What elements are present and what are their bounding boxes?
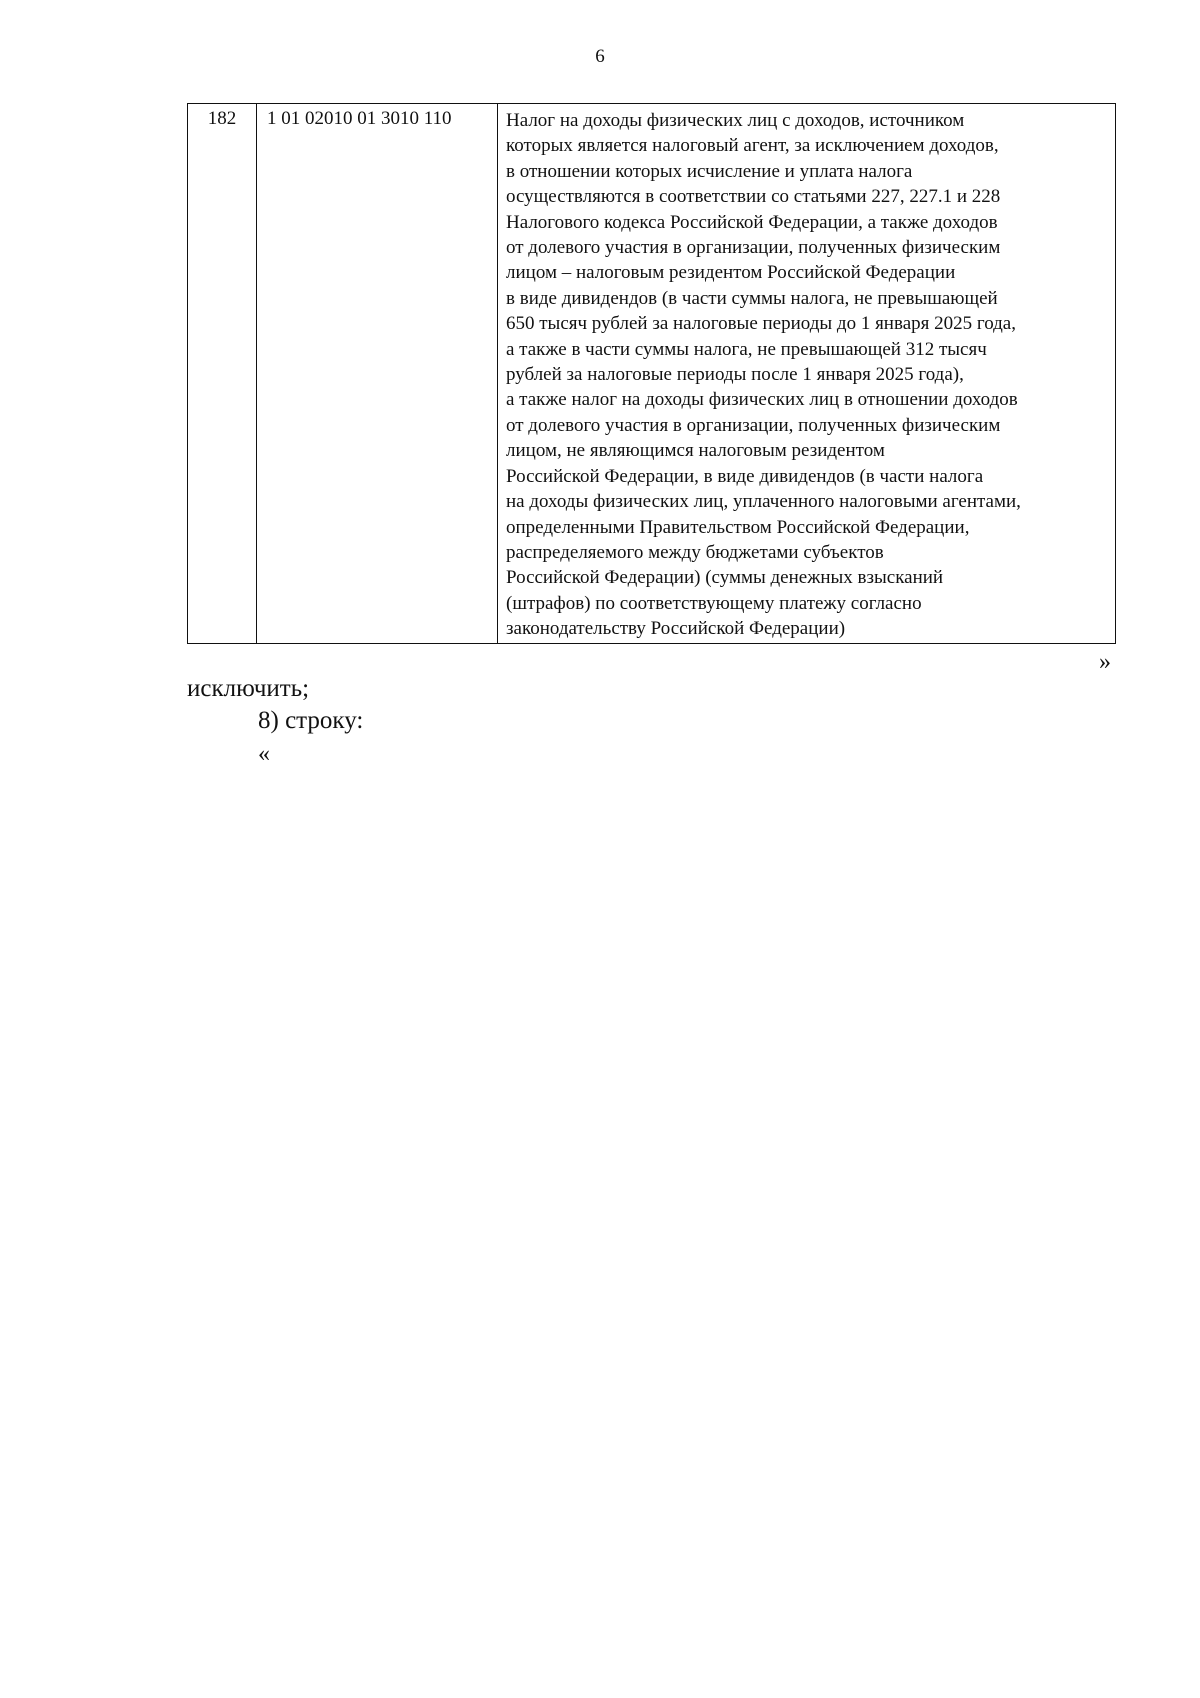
description-line: лицом, не являющимся налоговым резидентом [506,440,885,462]
page-number: 6 [595,46,605,67]
description-line: рублей за налоговые периоды после 1 января 2025 года), [506,364,964,386]
description-line: распределяемого между бюджетами субъектов [506,541,884,563]
description-line: Российской Федерации, в виде дивидендов (в части налога [506,465,984,487]
description-line: на доходы физических лиц, уплаченного налоговыми агентами, [506,491,1021,513]
description-line: от долевого участия в организации, полученных физическим [506,414,1001,436]
admin-code-cell: 182 [207,108,237,129]
description-line: 650 тысяч рублей за налоговые периоды до 1 января 2025 года, [506,313,1016,335]
description-line: осуществляются в соответствии со статьями 227, 227.1 и 228 [506,186,1001,208]
kbk-column [257,104,498,643]
description-line: Налог на доходы физических лиц с доходов, источником [506,110,965,131]
description-line: в виде дивидендов (в части суммы налога, не превышающей [506,287,998,309]
item-8-heading: 8) строку: [258,707,364,734]
description-line: а также налог на доходы физических лиц в отношении доходов [506,389,1018,411]
closing-quote: » [1099,649,1111,675]
description-line: в отношении которых исчисление и уплата налога [506,160,913,182]
description-line: от долевого участия в организации, полученных физическим [506,237,1001,259]
description-line: Налогового кодекса Российской Федерации, а также доходов [506,211,998,233]
description-line: которых является налоговый агент, за исключением доходов, [506,135,999,157]
description-line: лицом – налоговым резидентом Российской Федерации [506,262,956,284]
description-line: Российской Федерации) (суммы денежных взысканий [506,567,944,589]
exclude-instruction: исключить; [187,675,310,702]
description-line: законодательству Российской Федерации) [506,618,846,640]
description-cell [506,108,1111,642]
description-line: а также в части суммы налога, не превышающей 312 тысяч [506,338,987,360]
description-line: определенными Правительством Российской Федерации, [506,516,970,538]
opening-quote: « [258,741,270,767]
budget-classification-table [187,103,1116,644]
description-line: (штрафов) по соответствующему платежу согласно [506,592,922,614]
description-column [498,104,1115,643]
kbk-cell: 1 01 02010 01 3010 110 [267,108,452,129]
admin-code-column [188,104,257,643]
